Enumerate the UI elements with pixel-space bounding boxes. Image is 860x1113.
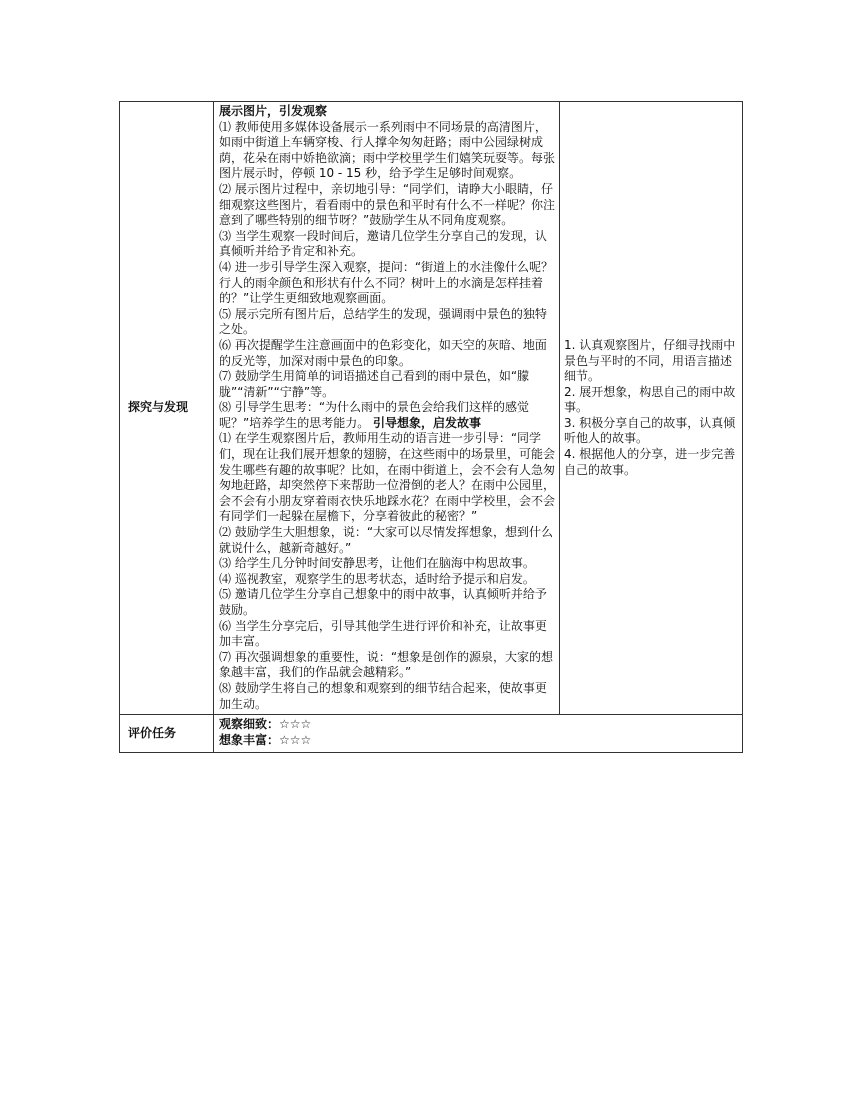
criterion-imagination: [219, 733, 738, 749]
list-item: 3. 积极分享自己的故事，认真倾听他人的故事。: [564, 415, 736, 446]
list-item: 1. 认真观察图片，仔细寻找雨中景色与平时的不同，用语言描述细节。: [564, 337, 736, 384]
row-label-evaluation: 评价任务: [120, 715, 214, 753]
teacher-activities-cell: [214, 102, 560, 715]
list-item: ⑷ 巡视教室，观察学生的思考状态，适时给予提示和启发。: [219, 571, 535, 586]
list-item: ⑸ 展示完所有图片后，总结学生的发现，强调雨中景色的独特之处。: [219, 306, 547, 337]
list-item: ⑷ 进一步引导学生深入观察，提问：“街道上的水洼像什么呢？行人的雨伞颜色和形状有什么不同？树叶上的水滴是怎样挂着的？”让学生更细致地观察画面。: [219, 259, 554, 306]
list-item: ⑸ 邀请几位学生分享自己想象中的雨中故事，认真倾听并给予鼓励。: [219, 587, 547, 617]
list-item: ⑹ 当学生分享完后，引导其他学生进行评价和补充，让故事更加丰富。: [219, 618, 547, 649]
list-item: ⑵ 展示图片过程中，亲切地引导：“同学们，请睁大小眼睛，仔细观察这些图片，看看雨中的景色和平时有什么不一样呢？你注意到了哪些特别的细节呀？”鼓励学生从不同角度观察。: [219, 181, 556, 228]
item-text: ⑻ 引导学生思考：“为什么雨中的景色会给我们这样的感觉呢？”培养学生的思考能力。: [219, 400, 530, 430]
table-row: [120, 715, 743, 753]
list-item: 4. 根据他人的分享，进一步完善自己的故事。: [564, 447, 736, 477]
row-label-explore: 探究与发现: [120, 102, 214, 715]
list-item: ⑻ 鼓励学生将自己的想象和观察到的细节结合起来，使故事更加生动。: [219, 680, 547, 711]
table-row: [120, 102, 743, 715]
list-item: ⑴ 教师使用多媒体设备展示一系列雨中不同场景的高清图片，如雨中街道上车辆穿梭、行人撑伞匆匆赶路；雨中公园绿树成荫，花朵在雨中娇艳欲滴；雨中学校里学生们嬉笑玩耍等。每张图片展示时，停顿 10 - 15 秒，给予学生足够时间观察。: [219, 119, 556, 181]
list-item: 2. 展开想象，构思自己的雨中故事。: [564, 384, 736, 415]
section-title: 引导想象，启发故事: [373, 415, 482, 430]
lesson-plan-table: [119, 101, 743, 753]
star-rating: ☆☆☆: [279, 717, 312, 732]
list-item: ⑴ 在学生观察图片后，教师用生动的语言进一步引导：“同学们，现在让我们展开想象的翅膀，在这些雨中的场景里，可能会发生哪些有趣的故事呢？比如，在雨中街道上，会不会有人急匆匆地赶路，却突然停下来帮助一位滑倒的老人？在雨中公园里，会不会有小朋友穿着雨衣快乐地踩水花？在雨中学校里，会不会有同学们一起躲在屋檐下，分享着彼此的秘密？”: [219, 431, 556, 524]
criterion-label: 观察细致：: [219, 717, 280, 732]
criterion-observation: [219, 717, 738, 733]
list-item: ⑹ 再次提醒学生注意画面中的色彩变化，如天空的灰暗、地面的反光等，加深对雨中景色的印象。: [219, 337, 547, 368]
list-item: ⑶ 给学生几分钟时间安静思考，让他们在脑海中构思故事。: [219, 556, 535, 571]
list-item: ⑺ 再次强调想象的重要性，说：“想象是创作的源泉，大家的想象越丰富，我们的作品就会越精彩。”: [219, 649, 554, 680]
list-item: [219, 400, 556, 431]
section-title: 展示图片，引发观察: [219, 104, 328, 118]
list-item: ⑺ 鼓励学生用简单的词语描述自己看到的雨中景色，如“朦胧”“清新”“宁静”等。: [219, 369, 530, 399]
evaluation-criteria-cell: [214, 715, 743, 753]
student-activities-cell: [560, 102, 743, 715]
criterion-label: 想象丰富：: [219, 732, 280, 747]
star-rating: ☆☆☆: [279, 732, 312, 747]
list-item: ⑶ 当学生观察一段时间后，邀请几位学生分享自己的发现，认真倾听并给予肯定和补充。: [219, 228, 547, 259]
list-item: ⑵ 鼓励学生大胆想象，说：“大家可以尽情发挥想象，想到什么就说什么，越新奇越好。”: [219, 525, 554, 555]
